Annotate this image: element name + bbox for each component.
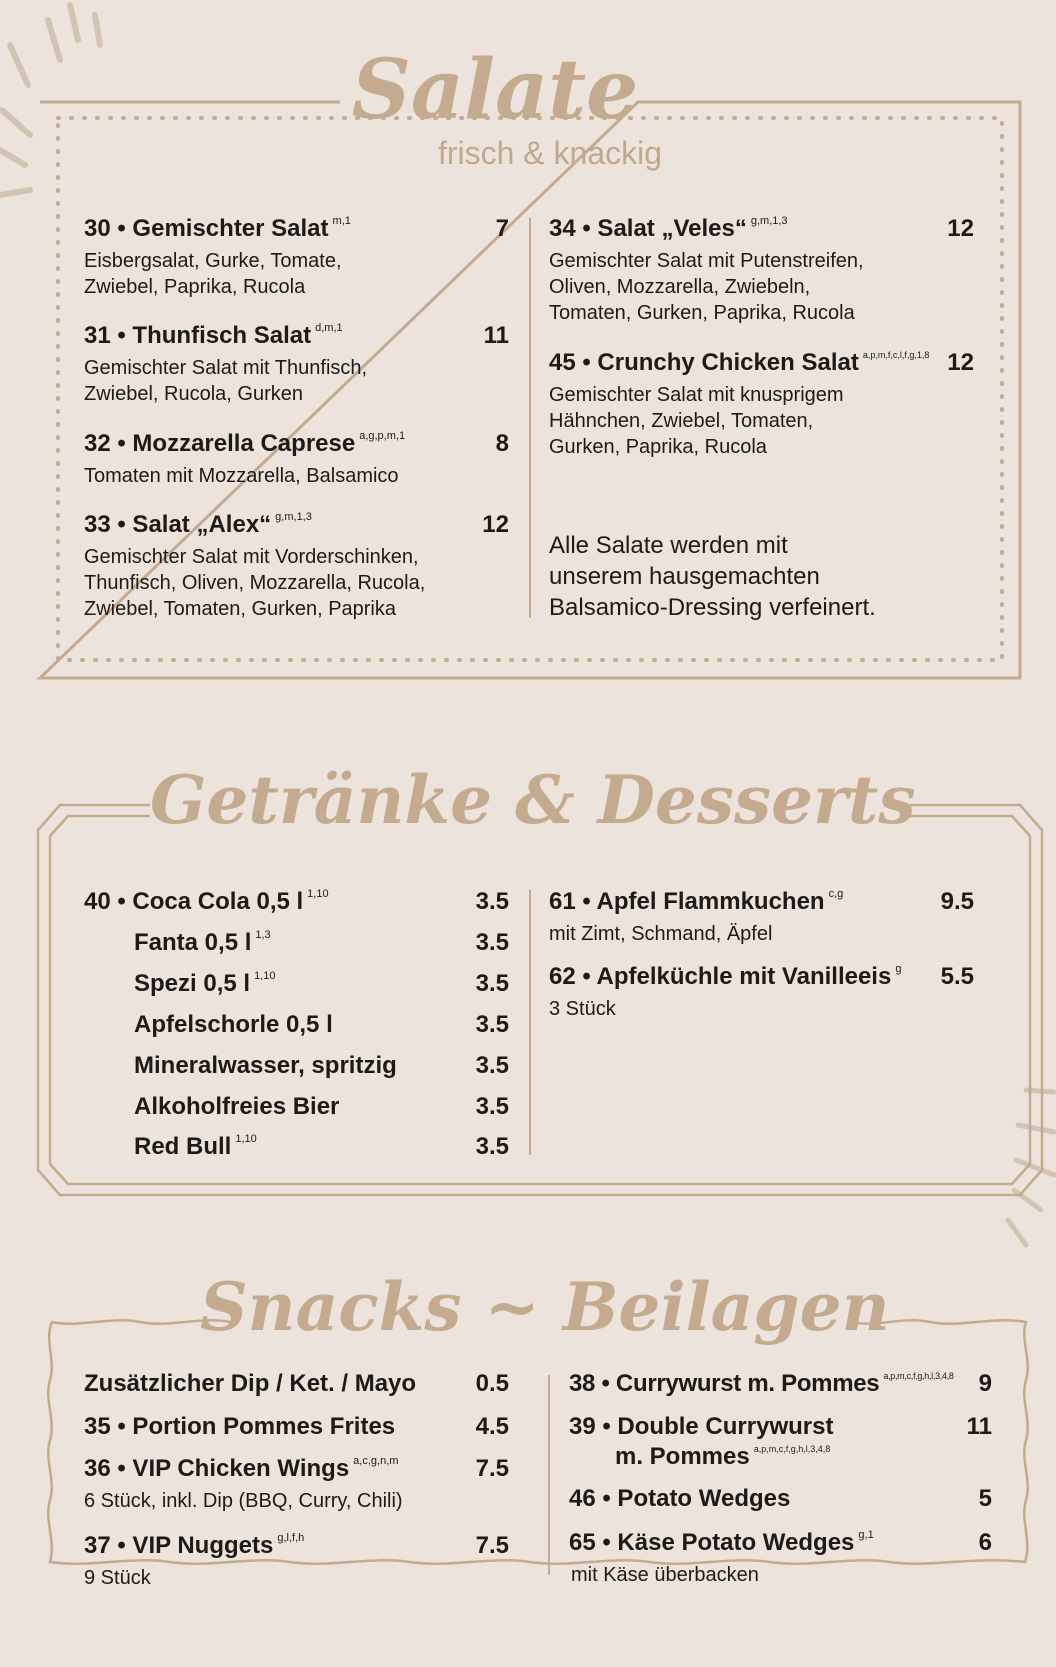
snacks-title: Snacks ~ Beilagen — [200, 1268, 890, 1346]
salate-divider — [529, 218, 531, 618]
getraenke-divider — [529, 890, 531, 1155]
salate-subtitle: frisch & knackig — [437, 135, 663, 171]
salate-title: Salate — [351, 42, 639, 138]
salate-dressing-note: Alle Salate werden mit unserem hausgemachten Balsamico-Dressing verfeinert. — [549, 532, 876, 621]
snacks-divider — [548, 1375, 550, 1575]
getraenke-title: Getränke & Desserts — [150, 761, 916, 839]
